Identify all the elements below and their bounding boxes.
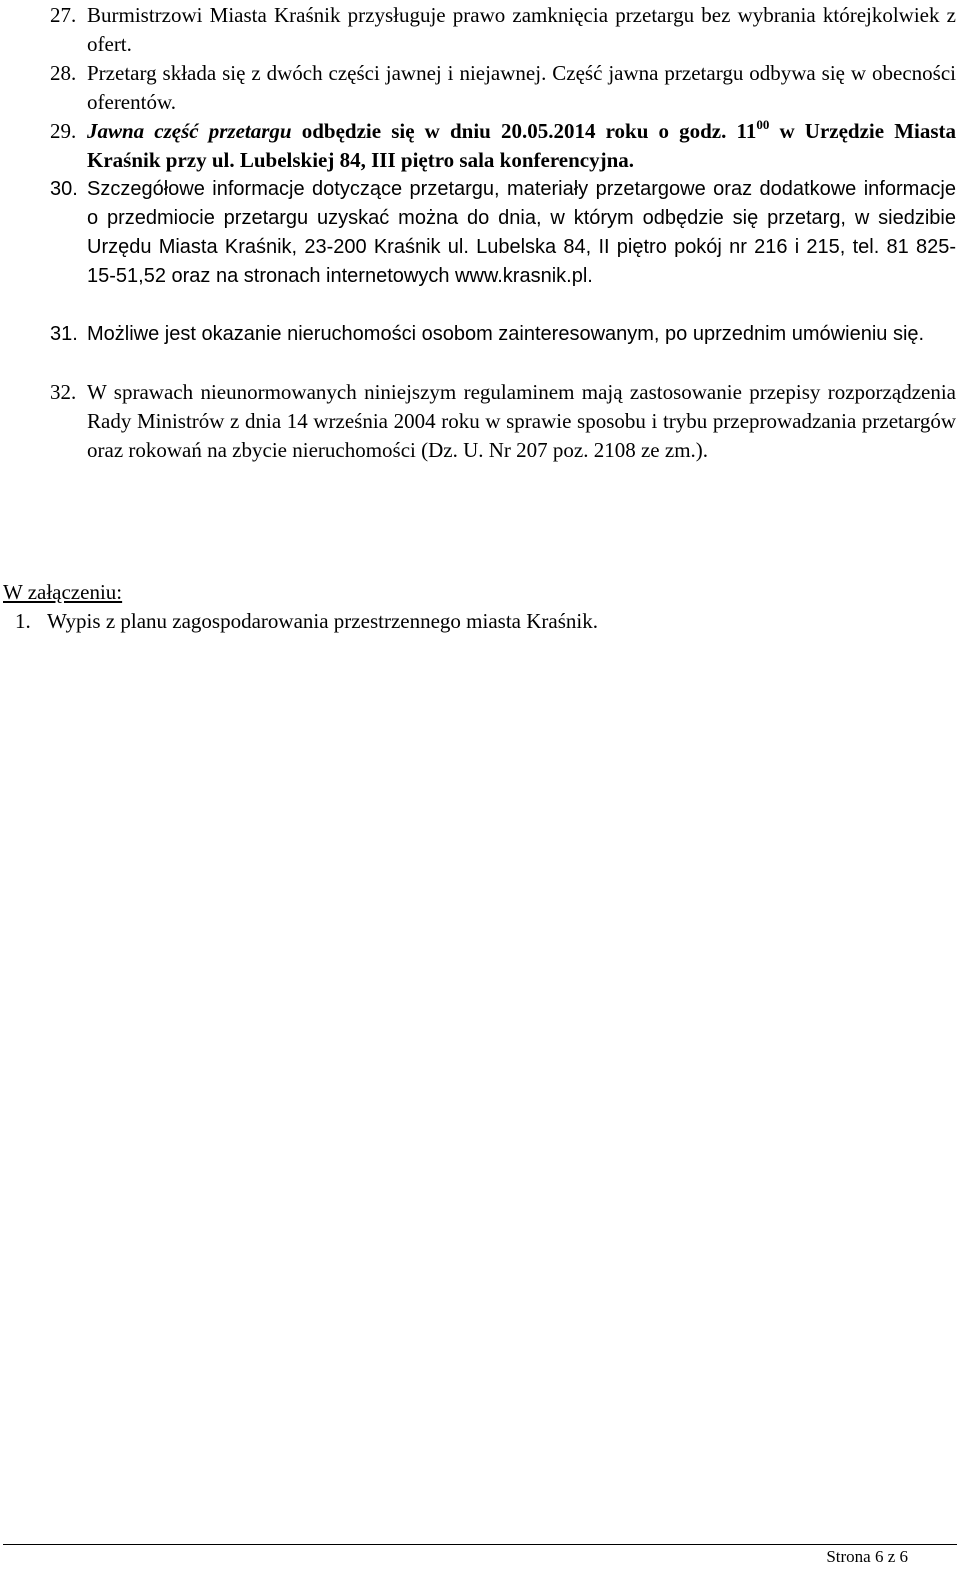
item-text: Burmistrzowi Miasta Kraśnik przysługuje prawo zamknięcia przetargu bez wybrania którejkolwiek z ofert. (87, 3, 956, 56)
footer-divider (3, 1544, 957, 1545)
attachment-item (3, 607, 903, 636)
list-item-27 (50, 1, 956, 59)
item-number: 32. (50, 380, 77, 404)
item-number: 28. (50, 61, 77, 85)
attachment-text: Wypis z planu zagospodarowania przestrzennego miasta Kraśnik. (47, 609, 598, 633)
link-suffix: . (587, 265, 593, 287)
item-number: 30. (50, 178, 78, 200)
item-text-italic: Jawna część przetargu (87, 119, 292, 143)
item-number: 27. (50, 3, 77, 27)
time-superscript: 00 (756, 117, 770, 132)
list-item-32 (50, 378, 956, 465)
website-link[interactable]: www.krasnik.pl (455, 265, 588, 287)
attachment-number: 1. (15, 609, 31, 633)
item-text: Przetarg składa się z dwóch części jawnej i niejawnej. Część jawna przetargu odbywa się w obecności oferentów. (87, 61, 956, 114)
item-text-bold: odbędzie się w dniu 20.05.2014 roku o godz. 11 (301, 119, 757, 143)
item-text: Możliwe jest okazanie nieruchomości osobom zainteresowanym, po uprzednim umówieniu się. (87, 323, 925, 345)
attachments-heading: W załączeniu: (3, 580, 123, 604)
attachments-section (3, 578, 903, 636)
list-item-29 (50, 117, 956, 175)
item-number: 29. (50, 119, 77, 143)
item-number: 31. (50, 323, 78, 345)
page-number: Strona 6 z 6 (826, 1547, 908, 1566)
item-text: Szczegółowe informacje dotyczące przetargu, materiały przetargowe oraz dodatkowe informacje o przedmiocie przetargu uzyskać można do dnia, w którym odbędzie się przetarg, w siedzibie Urzędu Miasta Kraśnik, 23-200 Kraśnik ul. Lubelska 84, II piętro pokój nr 216 i 215, tel. 81 825-15-51,52 oraz na stronach internetowych (87, 178, 956, 287)
list-item-28 (50, 59, 956, 117)
list-item-30 (50, 175, 956, 291)
item-text-location: w Urzędzie Miasta Kraśnik przy ul. Lubelskiej 84, III piętro sala konferencyjna. (87, 119, 957, 172)
list-item-31 (50, 320, 956, 349)
item-text: W sprawach nieunormowanych niniejszym regulaminem mają zastosowanie przepisy rozporządzenia Rady Ministrów z dnia 14 września 2004 roku w sprawie sposobu i trybu przeprowadzania przetargów oraz rokowań na zbycie nieruchomości (Dz. U. Nr 207 poz. 2108 ze zm.). (87, 380, 956, 462)
